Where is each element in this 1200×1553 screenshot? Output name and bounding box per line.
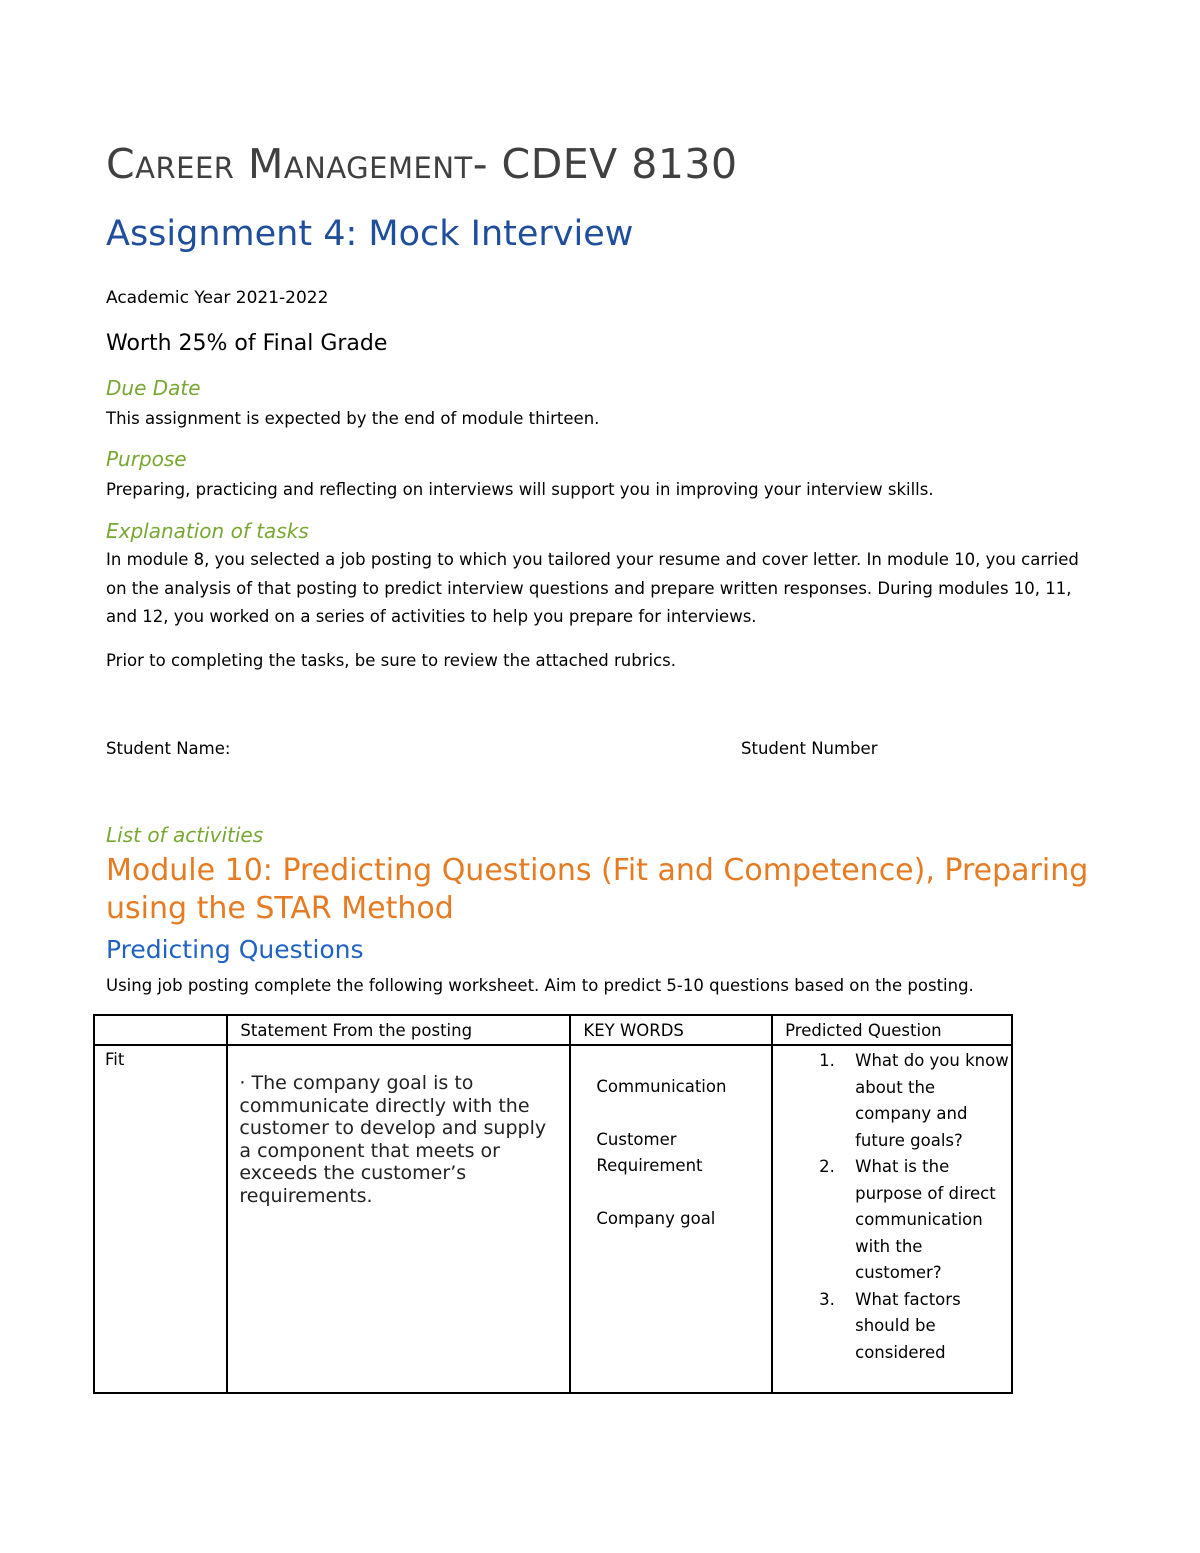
purpose-text: Preparing, practicing and reflecting on interviews will support you in improving your interview skills.: [106, 480, 934, 499]
purpose-heading: Purpose: [106, 447, 187, 471]
keyword-item: Company goal: [596, 1208, 716, 1228]
explanation-text: In module 8, you selected a job posting to which you tailored your resume and cover letter. In module 10, you carried on the analysis of that posting to predict interview questions and prepare written responses. During modules 10, 11, and 12, you worked on a series of activities to help you prepare for interviews.: [106, 550, 1079, 626]
question-number: 3.: [819, 1289, 835, 1309]
worksheet-table: [93, 1014, 1013, 1394]
question-text: What factors should be considered: [855, 1289, 961, 1362]
question-item: [819, 1287, 1011, 1367]
table-row: [94, 1045, 1012, 1393]
header-cell-keywords: [570, 1015, 772, 1045]
section-heading: Predicting Questions: [106, 935, 364, 964]
question-number: 1.: [819, 1051, 835, 1070]
explanation-heading: Explanation of tasks: [106, 519, 309, 543]
question-item: [819, 1154, 1011, 1287]
header-cell-statement: [227, 1015, 570, 1045]
module-title: Module 10: Predicting Questions (Fit and Competence), Preparing using the STAR Method: [106, 853, 1089, 926]
keyword-item: Customer Requirement: [596, 1129, 703, 1175]
questions-list: [773, 1048, 1011, 1366]
question-text: What do you know about the company and future goals?: [855, 1051, 1009, 1150]
question-text: What is the purpose of direct communication with the customer?: [855, 1157, 996, 1282]
keywords-list: [571, 1046, 771, 1232]
course-title-suffix: - CDEV 8130: [472, 140, 738, 188]
keyword-item: Communication: [596, 1077, 727, 1096]
questions-cell: [772, 1045, 1012, 1393]
row-label: Fit: [105, 1050, 125, 1069]
course-title: [106, 140, 738, 188]
statement-cell: [227, 1045, 570, 1393]
activities-heading: List of activities: [106, 823, 264, 847]
grade-weight: Worth 25% of Final Grade: [106, 331, 388, 356]
due-date-text: This assignment is expected by the end of module thirteen.: [106, 409, 600, 428]
header-cell-empty: [94, 1015, 227, 1045]
student-number-label: Student Number: [741, 739, 878, 758]
worksheet-instruction: Using job posting complete the following worksheet. Aim to predict 5-10 questions based on the posting.: [106, 976, 974, 995]
table-header-row: [94, 1015, 1012, 1045]
rubrics-note: Prior to completing the tasks, be sure to review the attached rubrics.: [106, 651, 677, 670]
question-item: [819, 1048, 1011, 1154]
posting-statement: · The company goal is to communicate directly with the customer to develop and supply a component that meets or exceeds the customer’s requirements.: [239, 1072, 547, 1207]
header-cell-question: [772, 1015, 1012, 1045]
header-keywords-label: KEY WORDS: [583, 1021, 684, 1040]
student-name-label: Student Name:: [106, 739, 231, 758]
due-date-heading: Due Date: [106, 376, 201, 400]
academic-year: Academic Year 2021-2022: [106, 288, 329, 308]
keywords-cell: [570, 1045, 772, 1393]
header-statement-label: Statement From the posting: [240, 1021, 473, 1040]
header-question-label: Predicted Question: [785, 1021, 942, 1040]
assignment-title: Assignment 4: Mock Interview: [106, 214, 634, 254]
question-number: 2.: [819, 1157, 835, 1176]
row-label-cell: [94, 1045, 227, 1393]
course-title-prefix: Career Management: [106, 140, 473, 188]
